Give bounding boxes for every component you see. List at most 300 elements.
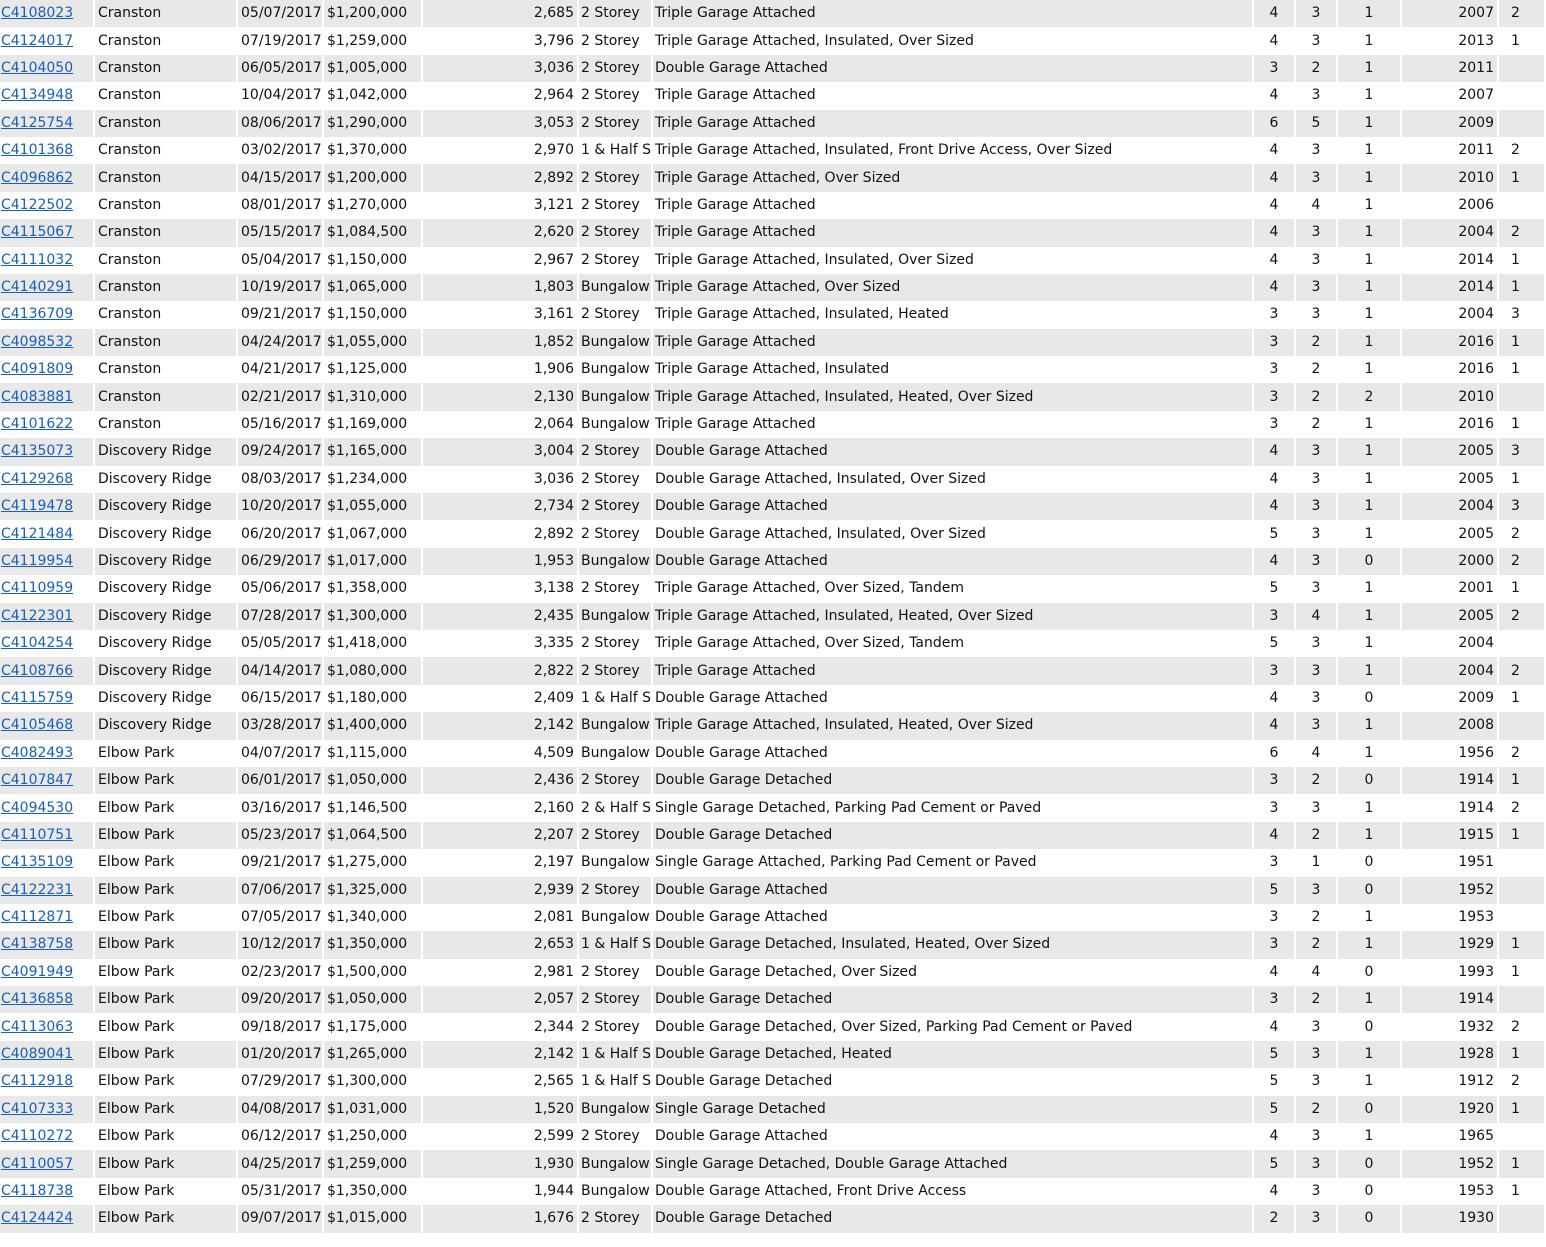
price-cell: $1,065,000 — [324, 274, 421, 301]
table-row — [0, 110, 1544, 137]
mls-number-link[interactable]: C4104254 — [1, 635, 74, 652]
style-cell: 2 & Half S — [579, 794, 651, 821]
style-cell: 2 Storey — [579, 0, 651, 27]
table-row — [0, 822, 1544, 849]
sold-date-cell: 07/29/2017 — [238, 1068, 322, 1095]
price-cell: $1,265,000 — [324, 1041, 421, 1068]
price-cell: $1,050,000 — [324, 986, 421, 1013]
square-feet-cell: 2,142 — [423, 712, 577, 739]
full-baths-cell: 2 — [1296, 411, 1336, 438]
style-cell: 2 Storey — [579, 27, 651, 54]
table-row — [0, 1068, 1544, 1095]
price-cell: $1,250,000 — [324, 1123, 421, 1150]
table-row — [0, 1205, 1544, 1232]
community-cell: Discovery Ridge — [95, 493, 236, 520]
mls-number-link[interactable]: C4119954 — [1, 553, 74, 569]
square-feet-cell: 2,970 — [423, 137, 577, 164]
community-cell: Cranston — [95, 192, 236, 219]
style-cell: 2 Storey — [579, 466, 651, 493]
full-baths-cell: 3 — [1296, 657, 1336, 684]
mls-number-link[interactable]: C4112871 — [1, 909, 74, 926]
parking-cell: Double Garage Detached, Heated — [653, 1041, 1252, 1068]
extra-count-cell: 1 — [1499, 685, 1544, 712]
parking-cell: Double Garage Attached — [653, 548, 1252, 575]
community-cell: Discovery Ridge — [95, 685, 236, 712]
price-cell: $1,055,000 — [324, 329, 421, 356]
price-cell: $1,064,500 — [324, 822, 421, 849]
mls-number-cell — [0, 1123, 93, 1150]
mls-number-link[interactable]: C4134948 — [1, 87, 74, 104]
mls-number-cell — [0, 986, 93, 1013]
table-row — [0, 82, 1544, 109]
sold-date-cell: 06/12/2017 — [238, 1123, 322, 1150]
half-baths-cell: 1 — [1338, 603, 1400, 630]
bedrooms-cell: 4 — [1254, 219, 1294, 246]
parking-cell: Double Garage Detached — [653, 767, 1252, 794]
mls-number-cell — [0, 192, 93, 219]
year-built-cell: 1930 — [1402, 1205, 1497, 1232]
half-baths-cell: 0 — [1338, 767, 1400, 794]
square-feet-cell: 1,803 — [423, 274, 577, 301]
price-cell: $1,350,000 — [324, 1178, 421, 1205]
parking-cell: Triple Garage Attached, Over Sized, Tandem — [653, 575, 1252, 602]
year-built-cell: 1914 — [1402, 986, 1497, 1013]
square-feet-cell: 1,852 — [423, 329, 577, 356]
bedrooms-cell: 3 — [1254, 329, 1294, 356]
mls-number-link[interactable]: C4136858 — [1, 991, 74, 1008]
table-row — [0, 164, 1544, 191]
square-feet-cell: 2,939 — [423, 877, 577, 904]
mls-number-link[interactable]: C4129268 — [1, 470, 74, 487]
table-row — [0, 0, 1544, 27]
square-feet-cell: 2,435 — [423, 603, 577, 630]
mls-number-link[interactable]: C4124424 — [1, 1210, 74, 1227]
parking-cell: Double Garage Attached — [653, 740, 1252, 767]
half-baths-cell: 1 — [1338, 657, 1400, 684]
mls-number-link[interactable]: C4104050 — [1, 59, 74, 76]
mls-number-link[interactable]: C4108023 — [1, 5, 74, 22]
table-row — [0, 1096, 1544, 1123]
bedrooms-cell: 4 — [1254, 0, 1294, 27]
half-baths-cell: 0 — [1338, 1205, 1400, 1232]
year-built-cell: 2005 — [1402, 438, 1497, 465]
mls-number-link[interactable]: C4122502 — [1, 196, 74, 213]
mls-number-link[interactable]: C4125754 — [1, 114, 74, 131]
price-cell: $1,055,000 — [324, 493, 421, 520]
table-row — [0, 192, 1544, 219]
table-row — [0, 657, 1544, 684]
style-cell: Bungalow — [579, 904, 651, 931]
year-built-cell: 1914 — [1402, 794, 1497, 821]
price-cell: $1,200,000 — [324, 0, 421, 27]
price-cell: $1,125,000 — [324, 356, 421, 383]
square-feet-cell: 1,930 — [423, 1150, 577, 1177]
full-baths-cell: 3 — [1296, 466, 1336, 493]
sold-date-cell: 05/04/2017 — [238, 247, 322, 274]
mls-number-cell — [0, 685, 93, 712]
full-baths-cell: 3 — [1296, 685, 1336, 712]
year-built-cell: 2004 — [1402, 630, 1497, 657]
community-cell: Cranston — [95, 356, 236, 383]
mls-number-link[interactable]: C4122301 — [1, 607, 74, 624]
mls-number-cell — [0, 1068, 93, 1095]
half-baths-cell: 1 — [1338, 493, 1400, 520]
mls-number-link[interactable]: C4135109 — [1, 854, 74, 871]
parking-cell: Double Garage Attached, Insulated, Over Sized — [653, 466, 1252, 493]
mls-number-link[interactable]: C4110272 — [1, 1128, 74, 1145]
price-cell: $1,050,000 — [324, 767, 421, 794]
half-baths-cell: 0 — [1338, 877, 1400, 904]
community-cell: Discovery Ridge — [95, 603, 236, 630]
half-baths-cell: 0 — [1338, 1178, 1400, 1205]
mls-number-cell — [0, 219, 93, 246]
price-cell: $1,165,000 — [324, 438, 421, 465]
table-row — [0, 137, 1544, 164]
mls-number-cell — [0, 466, 93, 493]
style-cell: Bungalow — [579, 1178, 651, 1205]
half-baths-cell: 0 — [1338, 1096, 1400, 1123]
style-cell: 2 Storey — [579, 55, 651, 82]
half-baths-cell: 1 — [1338, 712, 1400, 739]
price-cell: $1,200,000 — [324, 164, 421, 191]
bedrooms-cell: 3 — [1254, 849, 1294, 876]
style-cell: 2 Storey — [579, 219, 651, 246]
style-cell: 2 Storey — [579, 657, 651, 684]
mls-number-cell — [0, 548, 93, 575]
full-baths-cell: 3 — [1296, 1013, 1336, 1040]
bedrooms-cell: 5 — [1254, 877, 1294, 904]
mls-number-link[interactable]: C4110959 — [1, 580, 74, 597]
mls-number-link[interactable]: C4082493 — [1, 744, 74, 761]
extra-count-cell — [1499, 55, 1544, 82]
style-cell: 1 & Half S — [579, 137, 651, 164]
style-cell: 2 Storey — [579, 110, 651, 137]
mls-number-cell — [0, 0, 93, 27]
mls-number-link[interactable]: C4115067 — [1, 224, 74, 241]
bedrooms-cell: 6 — [1254, 110, 1294, 137]
table-row — [0, 219, 1544, 246]
full-baths-cell: 3 — [1296, 0, 1336, 27]
bedrooms-cell: 4 — [1254, 685, 1294, 712]
parking-cell: Double Garage Detached, Insulated, Heated, Over Sized — [653, 931, 1252, 958]
parking-cell: Triple Garage Attached, Insulated — [653, 356, 1252, 383]
sold-date-cell: 07/05/2017 — [238, 904, 322, 931]
parking-cell: Double Garage Attached, Insulated, Over Sized — [653, 520, 1252, 547]
style-cell: Bungalow — [579, 411, 651, 438]
year-built-cell: 1932 — [1402, 1013, 1497, 1040]
full-baths-cell: 3 — [1296, 1178, 1336, 1205]
sold-date-cell: 05/06/2017 — [238, 575, 322, 602]
sold-date-cell: 04/08/2017 — [238, 1096, 322, 1123]
table-row — [0, 1041, 1544, 1068]
year-built-cell: 1920 — [1402, 1096, 1497, 1123]
bedrooms-cell: 4 — [1254, 493, 1294, 520]
sold-date-cell: 02/21/2017 — [238, 383, 322, 410]
sold-date-cell: 06/20/2017 — [238, 520, 322, 547]
community-cell: Cranston — [95, 137, 236, 164]
half-baths-cell: 1 — [1338, 137, 1400, 164]
half-baths-cell: 1 — [1338, 904, 1400, 931]
bedrooms-cell: 4 — [1254, 959, 1294, 986]
mls-number-link[interactable]: C4140291 — [1, 279, 74, 296]
mls-number-cell — [0, 740, 93, 767]
square-feet-cell: 1,944 — [423, 1178, 577, 1205]
mls-number-link[interactable]: C4101622 — [1, 416, 74, 433]
sold-date-cell: 03/28/2017 — [238, 712, 322, 739]
mls-number-cell — [0, 712, 93, 739]
mls-number-link[interactable]: C4105468 — [1, 717, 74, 734]
year-built-cell: 1929 — [1402, 931, 1497, 958]
parking-cell: Triple Garage Attached, Over Sized — [653, 274, 1252, 301]
extra-count-cell: 2 — [1499, 794, 1544, 821]
parking-cell: Double Garage Attached — [653, 55, 1252, 82]
community-cell: Elbow Park — [95, 1096, 236, 1123]
mls-number-cell — [0, 1205, 93, 1232]
sold-date-cell: 10/19/2017 — [238, 274, 322, 301]
half-baths-cell: 1 — [1338, 575, 1400, 602]
full-baths-cell: 3 — [1296, 301, 1336, 328]
bedrooms-cell: 4 — [1254, 274, 1294, 301]
half-baths-cell: 0 — [1338, 959, 1400, 986]
community-cell: Elbow Park — [95, 767, 236, 794]
mls-number-link[interactable]: C4089041 — [1, 1046, 74, 1063]
table-row — [0, 466, 1544, 493]
extra-count-cell: 3 — [1499, 493, 1544, 520]
square-feet-cell: 2,734 — [423, 493, 577, 520]
extra-count-cell: 3 — [1499, 301, 1544, 328]
mls-number-link[interactable]: C4107333 — [1, 1100, 74, 1117]
bedrooms-cell: 5 — [1254, 575, 1294, 602]
sold-date-cell: 03/16/2017 — [238, 794, 322, 821]
community-cell: Elbow Park — [95, 959, 236, 986]
parking-cell: Double Garage Detached — [653, 822, 1252, 849]
sold-date-cell: 05/31/2017 — [238, 1178, 322, 1205]
full-baths-cell: 5 — [1296, 110, 1336, 137]
square-feet-cell: 2,653 — [423, 931, 577, 958]
parking-cell: Double Garage Detached — [653, 986, 1252, 1013]
parking-cell: Double Garage Detached — [653, 1205, 1252, 1232]
mls-number-cell — [0, 55, 93, 82]
mls-number-cell — [0, 82, 93, 109]
style-cell: 2 Storey — [579, 822, 651, 849]
year-built-cell: 1953 — [1402, 1178, 1497, 1205]
price-cell: $1,031,000 — [324, 1096, 421, 1123]
mls-number-link[interactable]: C4110751 — [1, 826, 74, 843]
bedrooms-cell: 3 — [1254, 603, 1294, 630]
mls-number-link[interactable]: C4118738 — [1, 1182, 74, 1199]
bedrooms-cell: 3 — [1254, 356, 1294, 383]
full-baths-cell: 3 — [1296, 247, 1336, 274]
sold-date-cell: 04/24/2017 — [238, 329, 322, 356]
half-baths-cell: 1 — [1338, 82, 1400, 109]
sold-date-cell: 06/15/2017 — [238, 685, 322, 712]
price-cell: $1,042,000 — [324, 82, 421, 109]
sold-date-cell: 09/07/2017 — [238, 1205, 322, 1232]
community-cell: Discovery Ridge — [95, 548, 236, 575]
community-cell: Elbow Park — [95, 904, 236, 931]
mls-number-link[interactable]: C4122231 — [1, 881, 74, 898]
mls-number-cell — [0, 822, 93, 849]
extra-count-cell: 2 — [1499, 520, 1544, 547]
year-built-cell: 2014 — [1402, 274, 1497, 301]
parking-cell: Single Garage Attached, Parking Pad Cement or Paved — [653, 849, 1252, 876]
square-feet-cell: 2,081 — [423, 904, 577, 931]
style-cell: 2 Storey — [579, 1123, 651, 1150]
year-built-cell: 1951 — [1402, 849, 1497, 876]
half-baths-cell: 1 — [1338, 356, 1400, 383]
mls-number-link[interactable]: C4101368 — [1, 142, 74, 159]
mls-number-cell — [0, 877, 93, 904]
style-cell: 2 Storey — [579, 630, 651, 657]
mls-number-link[interactable]: C4138758 — [1, 936, 74, 953]
mls-number-link[interactable]: C4094530 — [1, 799, 74, 816]
year-built-cell: 2016 — [1402, 356, 1497, 383]
sold-date-cell: 04/07/2017 — [238, 740, 322, 767]
half-baths-cell: 1 — [1338, 740, 1400, 767]
mls-number-link[interactable]: C4091949 — [1, 963, 74, 980]
square-feet-cell: 1,953 — [423, 548, 577, 575]
extra-count-cell: 2 — [1499, 657, 1544, 684]
half-baths-cell: 1 — [1338, 986, 1400, 1013]
extra-count-cell — [1499, 904, 1544, 931]
table-row — [0, 904, 1544, 931]
table-row — [0, 877, 1544, 904]
table-row — [0, 520, 1544, 547]
price-cell: $1,400,000 — [324, 712, 421, 739]
year-built-cell: 2005 — [1402, 603, 1497, 630]
mls-number-link[interactable]: C4112918 — [1, 1073, 74, 1090]
mls-number-link[interactable]: C4098532 — [1, 333, 74, 350]
mls-number-link[interactable]: C4107847 — [1, 772, 74, 789]
mls-number-cell — [0, 904, 93, 931]
parking-cell: Triple Garage Attached — [653, 82, 1252, 109]
community-cell: Elbow Park — [95, 1041, 236, 1068]
style-cell: 2 Storey — [579, 192, 651, 219]
sold-date-cell: 01/20/2017 — [238, 1041, 322, 1068]
mls-number-link[interactable]: C4113063 — [1, 1018, 74, 1035]
year-built-cell: 1956 — [1402, 740, 1497, 767]
year-built-cell: 2006 — [1402, 192, 1497, 219]
style-cell: Bungalow — [579, 548, 651, 575]
community-cell: Elbow Park — [95, 822, 236, 849]
mls-number-link[interactable]: C4119478 — [1, 498, 74, 515]
square-feet-cell: 3,796 — [423, 27, 577, 54]
community-cell: Elbow Park — [95, 931, 236, 958]
price-cell: $1,340,000 — [324, 904, 421, 931]
mls-number-link[interactable]: C4083881 — [1, 388, 74, 405]
full-baths-cell: 2 — [1296, 904, 1336, 931]
parking-cell: Triple Garage Attached, Insulated, Heated, Over Sized — [653, 383, 1252, 410]
community-cell: Elbow Park — [95, 740, 236, 767]
sold-date-cell: 05/23/2017 — [238, 822, 322, 849]
bedrooms-cell: 6 — [1254, 740, 1294, 767]
style-cell: 2 Storey — [579, 301, 651, 328]
bedrooms-cell: 4 — [1254, 548, 1294, 575]
mls-number-link[interactable]: C4096862 — [1, 169, 74, 186]
parking-cell: Triple Garage Attached — [653, 219, 1252, 246]
full-baths-cell: 3 — [1296, 1150, 1336, 1177]
mls-number-link[interactable]: C4091809 — [1, 361, 74, 378]
full-baths-cell: 3 — [1296, 274, 1336, 301]
mls-number-cell — [0, 767, 93, 794]
table-row — [0, 301, 1544, 328]
bedrooms-cell: 5 — [1254, 1096, 1294, 1123]
mls-number-link[interactable]: C4124017 — [1, 32, 74, 49]
year-built-cell: 2010 — [1402, 383, 1497, 410]
table-row — [0, 274, 1544, 301]
parking-cell: Triple Garage Attached — [653, 411, 1252, 438]
mls-number-link[interactable]: C4121484 — [1, 525, 74, 542]
square-feet-cell: 2,967 — [423, 247, 577, 274]
extra-count-cell: 2 — [1499, 603, 1544, 630]
table-row — [0, 329, 1544, 356]
mls-number-cell — [0, 493, 93, 520]
year-built-cell: 1993 — [1402, 959, 1497, 986]
mls-number-link[interactable]: C4135073 — [1, 443, 74, 460]
extra-count-cell: 1 — [1499, 329, 1544, 356]
sold-date-cell: 09/24/2017 — [238, 438, 322, 465]
style-cell: 2 Storey — [579, 959, 651, 986]
mls-number-link[interactable]: C4115759 — [1, 689, 74, 706]
square-feet-cell: 3,036 — [423, 55, 577, 82]
year-built-cell: 2011 — [1402, 55, 1497, 82]
mls-number-cell — [0, 1178, 93, 1205]
table-row — [0, 411, 1544, 438]
bedrooms-cell: 4 — [1254, 822, 1294, 849]
extra-count-cell: 1 — [1499, 1178, 1544, 1205]
parking-cell: Double Garage Attached — [653, 1123, 1252, 1150]
year-built-cell: 1915 — [1402, 822, 1497, 849]
price-cell: $1,270,000 — [324, 192, 421, 219]
extra-count-cell: 1 — [1499, 411, 1544, 438]
parking-cell: Single Garage Detached — [653, 1096, 1252, 1123]
parking-cell: Double Garage Attached — [653, 438, 1252, 465]
mls-number-link[interactable]: C4136709 — [1, 306, 74, 323]
style-cell: 2 Storey — [579, 82, 651, 109]
community-cell: Cranston — [95, 301, 236, 328]
square-feet-cell: 2,344 — [423, 1013, 577, 1040]
bedrooms-cell: 5 — [1254, 1150, 1294, 1177]
mls-number-link[interactable]: C4110057 — [1, 1155, 74, 1172]
style-cell: 1 & Half S — [579, 1068, 651, 1095]
parking-cell: Double Garage Attached — [653, 685, 1252, 712]
year-built-cell: 2009 — [1402, 110, 1497, 137]
community-cell: Elbow Park — [95, 794, 236, 821]
extra-count-cell — [1499, 192, 1544, 219]
square-feet-cell: 2,130 — [423, 383, 577, 410]
extra-count-cell: 1 — [1499, 822, 1544, 849]
full-baths-cell: 3 — [1296, 27, 1336, 54]
half-baths-cell: 0 — [1338, 548, 1400, 575]
mls-number-link[interactable]: C4111032 — [1, 251, 74, 268]
parking-cell: Triple Garage Attached — [653, 192, 1252, 219]
bedrooms-cell: 4 — [1254, 1013, 1294, 1040]
mls-number-link[interactable]: C4108766 — [1, 662, 74, 679]
style-cell: 2 Storey — [579, 1013, 651, 1040]
full-baths-cell: 3 — [1296, 712, 1336, 739]
extra-count-cell — [1499, 630, 1544, 657]
year-built-cell: 1952 — [1402, 1150, 1497, 1177]
style-cell: Bungalow — [579, 740, 651, 767]
extra-count-cell: 1 — [1499, 959, 1544, 986]
sold-date-cell: 09/20/2017 — [238, 986, 322, 1013]
full-baths-cell: 3 — [1296, 1205, 1336, 1232]
extra-count-cell: 2 — [1499, 548, 1544, 575]
sold-date-cell: 10/04/2017 — [238, 82, 322, 109]
extra-count-cell: 2 — [1499, 137, 1544, 164]
style-cell: 2 Storey — [579, 247, 651, 274]
sold-date-cell: 05/05/2017 — [238, 630, 322, 657]
